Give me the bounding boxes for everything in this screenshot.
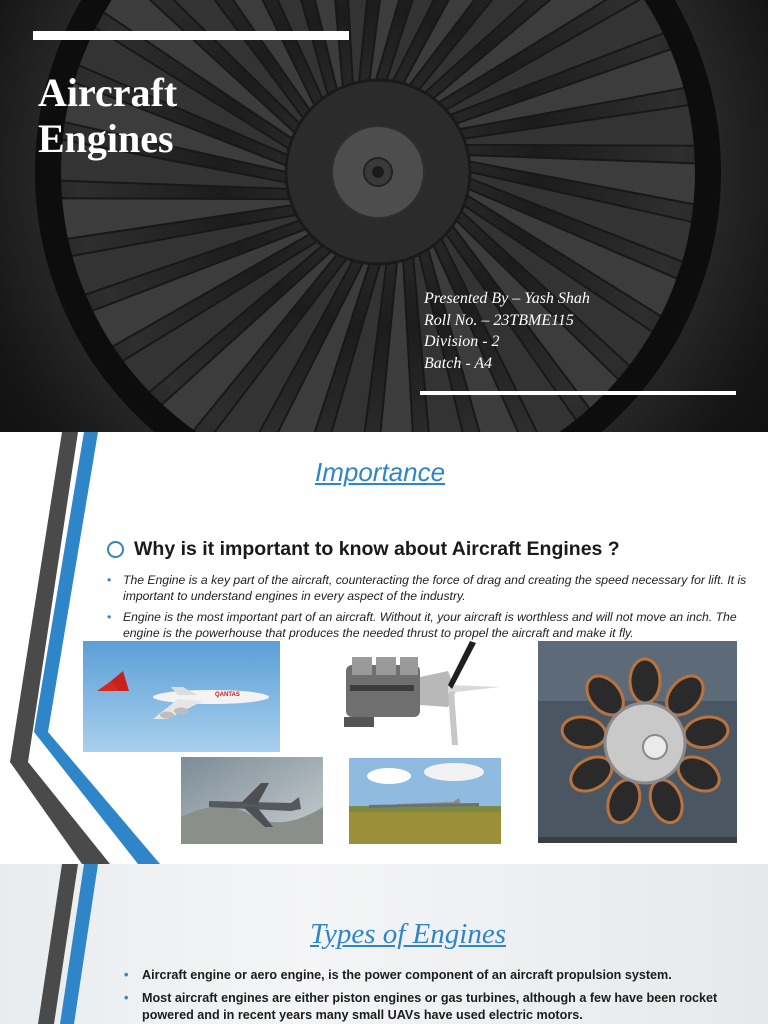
radial-engine-photo (538, 641, 737, 843)
top-rule (33, 31, 349, 40)
title-line-2: Engines (38, 116, 174, 161)
circle-bullet-icon (107, 541, 124, 558)
bullet-text: Aircraft engine or aero engine, is the power component of an aircraft propulsion system. (142, 968, 672, 982)
bullet-text: The Engine is a key part of the aircraft, counteracting the force of drag and creating the speed necessary for lift. It is important to understand engines in every aspect of the industry. (123, 573, 747, 603)
slide-decoration (0, 864, 110, 1024)
presenter-info (424, 288, 590, 374)
jet-engine-fan-image (0, 0, 768, 432)
presenter-name: Presented By – Yash Shah (424, 290, 590, 307)
types-bullets (124, 967, 744, 1024)
fighter-jet-photo (181, 757, 323, 844)
airliner-photo (83, 641, 280, 752)
title-line-1: Aircraft (38, 70, 178, 115)
piston-engine-propeller-photo (340, 641, 504, 749)
bullet-dot-icon: • (107, 610, 112, 624)
importance-bullets (107, 572, 747, 640)
airline-logo-text: QANTAS (215, 692, 240, 698)
roll-number: Roll No. – 23TBME115 (424, 311, 574, 329)
vintage-aircraft-photo (349, 758, 501, 844)
bullet-item (107, 609, 747, 640)
division: Division - 2 (424, 333, 500, 350)
importance-heading: Importance (315, 457, 446, 487)
bullet-item (124, 967, 744, 984)
bullet-dot-icon: • (124, 991, 129, 1005)
bullet-dot-icon: • (124, 968, 129, 982)
bullet-text: Engine is the most important part of an aircraft. Without it, your aircraft is worthless and will not move an inch. The engine is the powerhouse that produces the needed thrust to propel the aircraft and make it fly. (123, 610, 737, 640)
bullet-item (107, 572, 747, 604)
bullet-dot-icon: • (107, 573, 112, 587)
question-line (107, 538, 620, 561)
bullet-item (124, 990, 744, 1024)
bullet-text: Most aircraft engines are either piston engines or gas turbines, although a few have been rocket powered and in recent years many small UAVs have used electric motors. (142, 991, 718, 1022)
title-slide (0, 0, 768, 432)
importance-slide (0, 432, 768, 864)
types-heading: Types of Engines (310, 918, 506, 950)
question-text: Why is it important to know about Aircraft Engines ? (134, 538, 620, 560)
bottom-rule (420, 391, 736, 395)
presentation-title (38, 70, 177, 162)
types-slide (0, 864, 768, 1024)
batch: Batch - A4 (424, 354, 493, 372)
